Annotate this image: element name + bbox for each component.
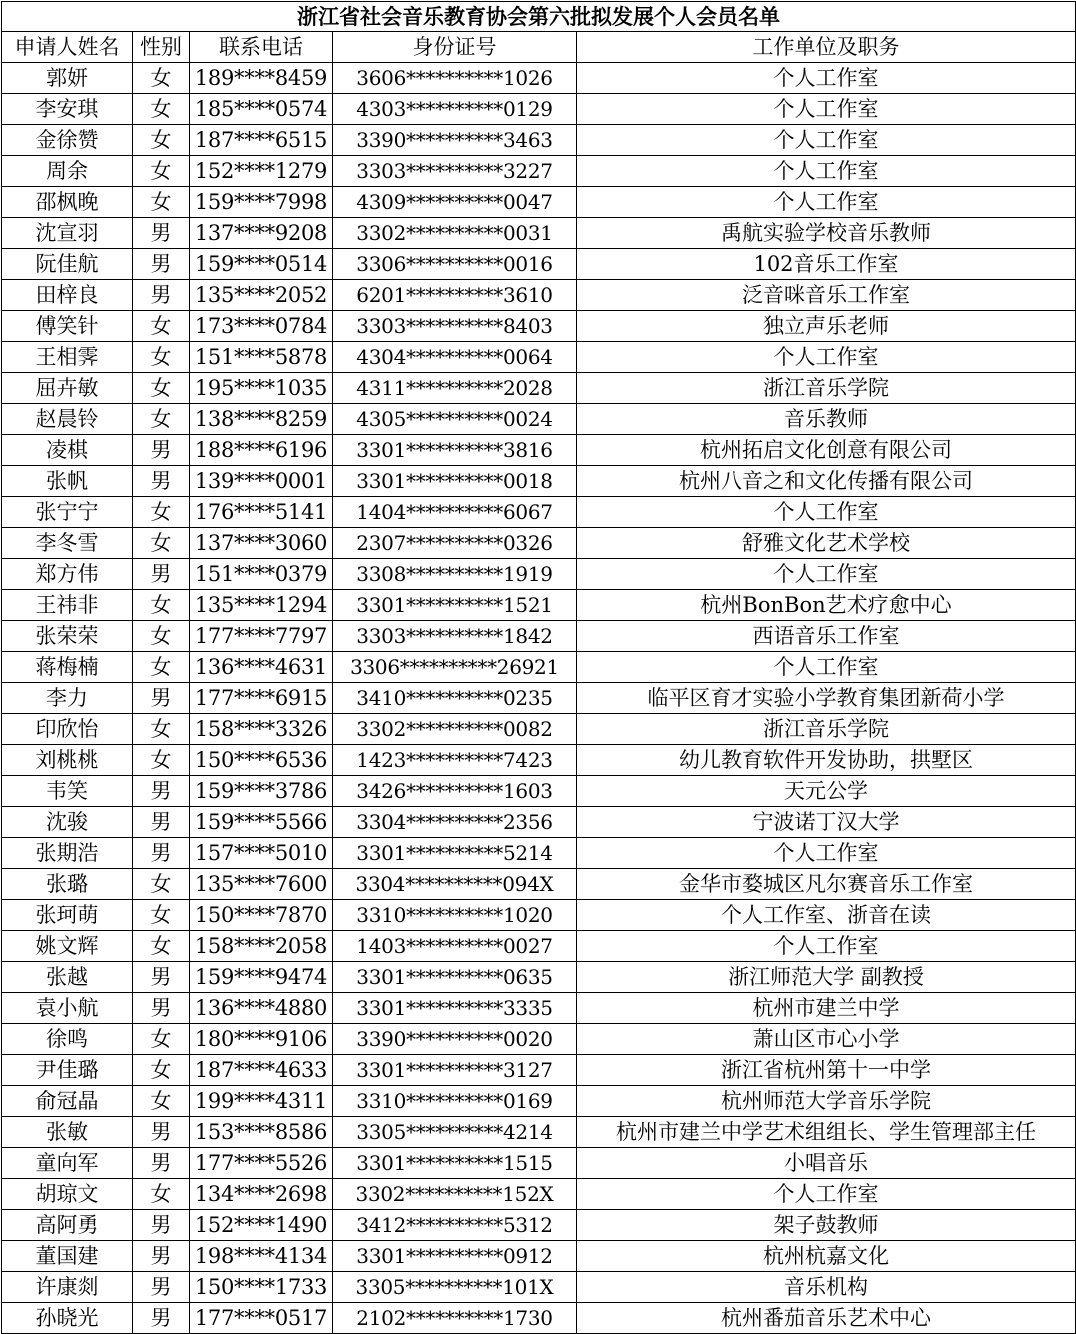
phone-cell: 139****0001 — [190, 466, 333, 497]
id-number-cell: 3310**********1020 — [333, 900, 577, 931]
organization-cell: 音乐教师 — [577, 404, 1076, 435]
table-row — [2, 714, 1076, 745]
phone-cell: 185****0574 — [190, 94, 333, 125]
name-cell: 高阿勇 — [2, 1210, 133, 1241]
organization-cell: 天元公学 — [577, 776, 1076, 807]
id-number-cell: 1423**********7423 — [333, 745, 577, 776]
gender-cell: 女 — [133, 652, 190, 683]
organization-cell: 个人工作室 — [577, 652, 1076, 683]
gender-cell: 女 — [133, 590, 190, 621]
gender-cell: 女 — [133, 1024, 190, 1055]
organization-cell: 个人工作室 — [577, 63, 1076, 94]
name-cell: 尹佳璐 — [2, 1055, 133, 1086]
phone-cell: 176****5141 — [190, 497, 333, 528]
id-number-cell: 3410**********0235 — [333, 683, 577, 714]
organization-cell: 杭州市建兰中学 — [577, 993, 1076, 1024]
phone-cell: 177****6915 — [190, 683, 333, 714]
id-number-cell: 3302**********0031 — [333, 218, 577, 249]
phone-cell: 188****6196 — [190, 435, 333, 466]
phone-cell: 159****0514 — [190, 249, 333, 280]
gender-cell: 男 — [133, 838, 190, 869]
organization-cell: 个人工作室 — [577, 125, 1076, 156]
organization-cell: 浙江音乐学院 — [577, 373, 1076, 404]
table-row — [2, 1272, 1076, 1303]
id-number-cell: 3303**********8403 — [333, 311, 577, 342]
phone-cell: 150****1733 — [190, 1272, 333, 1303]
id-number-cell: 3301**********1515 — [333, 1148, 577, 1179]
id-number-cell: 3390**********3463 — [333, 125, 577, 156]
table-row — [2, 962, 1076, 993]
organization-cell: 杭州市建兰中学艺术组组长、学生管理部主任 — [577, 1117, 1076, 1148]
organization-cell: 个人工作室、浙音在读 — [577, 900, 1076, 931]
organization-cell: 个人工作室 — [577, 94, 1076, 125]
organization-cell: 个人工作室 — [577, 1179, 1076, 1210]
table-row — [2, 342, 1076, 373]
table-row — [2, 807, 1076, 838]
id-number-cell: 3306**********26921 — [333, 652, 577, 683]
gender-cell: 男 — [133, 435, 190, 466]
phone-cell: 173****0784 — [190, 311, 333, 342]
id-number-cell: 3301**********0018 — [333, 466, 577, 497]
organization-cell: 杭州八音之和文化传播有限公司 — [577, 466, 1076, 497]
table-row — [2, 869, 1076, 900]
phone-cell: 180****9106 — [190, 1024, 333, 1055]
phone-cell: 138****8259 — [190, 404, 333, 435]
phone-cell: 195****1035 — [190, 373, 333, 404]
name-cell: 张宁宁 — [2, 497, 133, 528]
header-id-number: 身份证号 — [333, 32, 577, 63]
phone-cell: 135****1294 — [190, 590, 333, 621]
gender-cell: 男 — [133, 807, 190, 838]
phone-cell: 199****4311 — [190, 1086, 333, 1117]
id-number-cell: 3301**********3335 — [333, 993, 577, 1024]
table-row — [2, 1148, 1076, 1179]
gender-cell: 男 — [133, 1148, 190, 1179]
phone-cell: 158****3326 — [190, 714, 333, 745]
organization-cell: 个人工作室 — [577, 187, 1076, 218]
phone-cell: 136****4880 — [190, 993, 333, 1024]
phone-cell: 150****7870 — [190, 900, 333, 931]
table-row — [2, 63, 1076, 94]
phone-cell: 159****5566 — [190, 807, 333, 838]
id-number-cell: 3301**********3816 — [333, 435, 577, 466]
phone-cell: 152****1490 — [190, 1210, 333, 1241]
name-cell: 张敏 — [2, 1117, 133, 1148]
table-row — [2, 931, 1076, 962]
gender-cell: 女 — [133, 869, 190, 900]
phone-cell: 187****4633 — [190, 1055, 333, 1086]
table-row — [2, 683, 1076, 714]
table-row — [2, 1086, 1076, 1117]
header-organization: 工作单位及职务 — [577, 32, 1076, 63]
gender-cell: 男 — [133, 249, 190, 280]
phone-cell: 158****2058 — [190, 931, 333, 962]
phone-cell: 137****9208 — [190, 218, 333, 249]
gender-cell: 女 — [133, 1086, 190, 1117]
organization-cell: 102音乐工作室 — [577, 249, 1076, 280]
name-cell: 张越 — [2, 962, 133, 993]
table-row — [2, 187, 1076, 218]
organization-cell: 架子鼓教师 — [577, 1210, 1076, 1241]
organization-cell: 杭州BonBon艺术疗愈中心 — [577, 590, 1076, 621]
gender-cell: 女 — [133, 311, 190, 342]
id-number-cell: 3412**********5312 — [333, 1210, 577, 1241]
table-row — [2, 1055, 1076, 1086]
gender-cell: 女 — [133, 1055, 190, 1086]
phone-cell: 198****4134 — [190, 1241, 333, 1272]
id-number-cell: 4304**********0064 — [333, 342, 577, 373]
member-list-table — [1, 1, 1076, 1334]
name-cell: 印欣怡 — [2, 714, 133, 745]
phone-cell: 136****4631 — [190, 652, 333, 683]
phone-cell: 135****7600 — [190, 869, 333, 900]
organization-cell: 杭州番茄音乐艺术中心 — [577, 1303, 1076, 1334]
gender-cell: 男 — [133, 1241, 190, 1272]
organization-cell: 舒雅文化艺术学校 — [577, 528, 1076, 559]
table-row — [2, 125, 1076, 156]
name-cell: 李力 — [2, 683, 133, 714]
organization-cell: 禹航实验学校音乐教师 — [577, 218, 1076, 249]
name-cell: 郑方伟 — [2, 559, 133, 590]
name-cell: 凌棋 — [2, 435, 133, 466]
id-number-cell: 3306**********0016 — [333, 249, 577, 280]
name-cell: 周余 — [2, 156, 133, 187]
phone-cell: 137****3060 — [190, 528, 333, 559]
table-row — [2, 373, 1076, 404]
table-row — [2, 1303, 1076, 1334]
name-cell: 袁小航 — [2, 993, 133, 1024]
id-number-cell: 3303**********1842 — [333, 621, 577, 652]
table-row — [2, 621, 1076, 652]
id-number-cell: 3303**********3227 — [333, 156, 577, 187]
table-row — [2, 156, 1076, 187]
organization-cell: 个人工作室 — [577, 497, 1076, 528]
name-cell: 屈卉敏 — [2, 373, 133, 404]
gender-cell: 男 — [133, 993, 190, 1024]
table-row — [2, 497, 1076, 528]
organization-cell: 个人工作室 — [577, 838, 1076, 869]
table-row — [2, 776, 1076, 807]
name-cell: 张荣荣 — [2, 621, 133, 652]
name-cell: 韦笑 — [2, 776, 133, 807]
organization-cell: 杭州师范大学音乐学院 — [577, 1086, 1076, 1117]
gender-cell: 男 — [133, 1303, 190, 1334]
organization-cell: 独立声乐老师 — [577, 311, 1076, 342]
phone-cell: 157****5010 — [190, 838, 333, 869]
header-name: 申请人姓名 — [2, 32, 133, 63]
name-cell: 董国建 — [2, 1241, 133, 1272]
gender-cell: 男 — [133, 683, 190, 714]
phone-cell: 159****7998 — [190, 187, 333, 218]
name-cell: 沈宣羽 — [2, 218, 133, 249]
id-number-cell: 3426**********1603 — [333, 776, 577, 807]
id-number-cell: 3390**********0020 — [333, 1024, 577, 1055]
table-row — [2, 590, 1076, 621]
organization-cell: 个人工作室 — [577, 342, 1076, 373]
id-number-cell: 3304**********094X — [333, 869, 577, 900]
gender-cell: 男 — [133, 962, 190, 993]
phone-cell: 151****5878 — [190, 342, 333, 373]
name-cell: 金徐赞 — [2, 125, 133, 156]
table-row — [2, 404, 1076, 435]
gender-cell: 男 — [133, 280, 190, 311]
id-number-cell: 3301**********1521 — [333, 590, 577, 621]
table-row — [2, 1024, 1076, 1055]
gender-cell: 女 — [133, 125, 190, 156]
id-number-cell: 1403**********0027 — [333, 931, 577, 962]
name-cell: 胡琼文 — [2, 1179, 133, 1210]
phone-cell: 189****8459 — [190, 63, 333, 94]
table-row — [2, 745, 1076, 776]
table-row — [2, 559, 1076, 590]
id-number-cell: 3301**********0912 — [333, 1241, 577, 1272]
phone-cell: 159****3786 — [190, 776, 333, 807]
table-row — [2, 900, 1076, 931]
gender-cell: 女 — [133, 621, 190, 652]
organization-cell: 临平区育才实验小学教育集团新荷小学 — [577, 683, 1076, 714]
header-row — [2, 32, 1076, 63]
gender-cell: 女 — [133, 931, 190, 962]
name-cell: 刘桃桃 — [2, 745, 133, 776]
table-row — [2, 94, 1076, 125]
id-number-cell: 3301**********3127 — [333, 1055, 577, 1086]
organization-cell: 浙江音乐学院 — [577, 714, 1076, 745]
gender-cell: 女 — [133, 528, 190, 559]
table-row — [2, 838, 1076, 869]
name-cell: 姚文辉 — [2, 931, 133, 962]
gender-cell: 男 — [133, 466, 190, 497]
name-cell: 沈骏 — [2, 807, 133, 838]
gender-cell: 女 — [133, 497, 190, 528]
organization-cell: 金华市婺城区凡尔赛音乐工作室 — [577, 869, 1076, 900]
organization-cell: 杭州杭嘉文化 — [577, 1241, 1076, 1272]
gender-cell: 男 — [133, 559, 190, 590]
table-row — [2, 435, 1076, 466]
gender-cell: 男 — [133, 1272, 190, 1303]
organization-cell: 个人工作室 — [577, 559, 1076, 590]
organization-cell: 个人工作室 — [577, 156, 1076, 187]
gender-cell: 女 — [133, 63, 190, 94]
gender-cell: 男 — [133, 1117, 190, 1148]
gender-cell: 男 — [133, 218, 190, 249]
name-cell: 徐鸣 — [2, 1024, 133, 1055]
id-number-cell: 1404**********6067 — [333, 497, 577, 528]
organization-cell: 个人工作室 — [577, 931, 1076, 962]
organization-cell: 泛音咪音乐工作室 — [577, 280, 1076, 311]
organization-cell: 浙江师范大学 副教授 — [577, 962, 1076, 993]
name-cell: 李冬雪 — [2, 528, 133, 559]
id-number-cell: 3302**********152X — [333, 1179, 577, 1210]
id-number-cell: 2307**********0326 — [333, 528, 577, 559]
organization-cell: 杭州拓启文化创意有限公司 — [577, 435, 1076, 466]
name-cell: 王相霁 — [2, 342, 133, 373]
gender-cell: 女 — [133, 187, 190, 218]
id-number-cell: 3301**********0635 — [333, 962, 577, 993]
phone-cell: 150****6536 — [190, 745, 333, 776]
phone-cell: 177****7797 — [190, 621, 333, 652]
id-number-cell: 4303**********0129 — [333, 94, 577, 125]
name-cell: 孙晓光 — [2, 1303, 133, 1334]
phone-cell: 135****2052 — [190, 280, 333, 311]
name-cell: 阮佳航 — [2, 249, 133, 280]
table-row — [2, 280, 1076, 311]
gender-cell: 女 — [133, 373, 190, 404]
name-cell: 郭妍 — [2, 63, 133, 94]
id-number-cell: 3606**********1026 — [333, 63, 577, 94]
name-cell: 俞冠晶 — [2, 1086, 133, 1117]
gender-cell: 女 — [133, 342, 190, 373]
name-cell: 李安琪 — [2, 94, 133, 125]
table-row — [2, 1241, 1076, 1272]
gender-cell: 女 — [133, 1179, 190, 1210]
table-row — [2, 1210, 1076, 1241]
id-number-cell: 4305**********0024 — [333, 404, 577, 435]
phone-cell: 159****9474 — [190, 962, 333, 993]
name-cell: 邵枫晚 — [2, 187, 133, 218]
table-title: 浙江省社会音乐教育协会第六批拟发展个人会员名单 — [2, 2, 1076, 32]
id-number-cell: 3310**********0169 — [333, 1086, 577, 1117]
id-number-cell: 6201**********3610 — [333, 280, 577, 311]
organization-cell: 小唱音乐 — [577, 1148, 1076, 1179]
phone-cell: 153****8586 — [190, 1117, 333, 1148]
table-body — [2, 63, 1076, 1334]
gender-cell: 女 — [133, 156, 190, 187]
gender-cell: 女 — [133, 94, 190, 125]
title-row — [2, 2, 1076, 32]
name-cell: 张璐 — [2, 869, 133, 900]
id-number-cell: 4311**********2028 — [333, 373, 577, 404]
table-row — [2, 652, 1076, 683]
phone-cell: 134****2698 — [190, 1179, 333, 1210]
table-row — [2, 1179, 1076, 1210]
id-number-cell: 4309**********0047 — [333, 187, 577, 218]
gender-cell: 女 — [133, 900, 190, 931]
organization-cell: 音乐机构 — [577, 1272, 1076, 1303]
phone-cell: 151****0379 — [190, 559, 333, 590]
name-cell: 王祎非 — [2, 590, 133, 621]
organization-cell: 西语音乐工作室 — [577, 621, 1076, 652]
table-row — [2, 466, 1076, 497]
gender-cell: 女 — [133, 745, 190, 776]
id-number-cell: 3302**********0082 — [333, 714, 577, 745]
name-cell: 童向军 — [2, 1148, 133, 1179]
phone-cell: 177****5526 — [190, 1148, 333, 1179]
id-number-cell: 3304**********2356 — [333, 807, 577, 838]
gender-cell: 男 — [133, 776, 190, 807]
id-number-cell: 3305**********4214 — [333, 1117, 577, 1148]
gender-cell: 女 — [133, 714, 190, 745]
name-cell: 张帆 — [2, 466, 133, 497]
table-row — [2, 311, 1076, 342]
name-cell: 田梓良 — [2, 280, 133, 311]
name-cell: 蒋梅楠 — [2, 652, 133, 683]
organization-cell: 幼儿教育软件开发协助，拱墅区 — [577, 745, 1076, 776]
table-row — [2, 528, 1076, 559]
organization-cell: 萧山区市心小学 — [577, 1024, 1076, 1055]
phone-cell: 187****6515 — [190, 125, 333, 156]
table-row — [2, 218, 1076, 249]
name-cell: 张珂萌 — [2, 900, 133, 931]
name-cell: 许康剡 — [2, 1272, 133, 1303]
id-number-cell: 3308**********1919 — [333, 559, 577, 590]
table-row — [2, 1117, 1076, 1148]
gender-cell: 男 — [133, 1210, 190, 1241]
id-number-cell: 2102**********1730 — [333, 1303, 577, 1334]
name-cell: 傅笑针 — [2, 311, 133, 342]
table-row — [2, 249, 1076, 280]
id-number-cell: 3301**********5214 — [333, 838, 577, 869]
organization-cell: 浙江省杭州第十一中学 — [577, 1055, 1076, 1086]
table-row — [2, 993, 1076, 1024]
name-cell: 张期浩 — [2, 838, 133, 869]
header-phone: 联系电话 — [190, 32, 333, 63]
gender-cell: 女 — [133, 404, 190, 435]
id-number-cell: 3305**********101X — [333, 1272, 577, 1303]
organization-cell: 宁波诺丁汉大学 — [577, 807, 1076, 838]
name-cell: 赵晨铃 — [2, 404, 133, 435]
phone-cell: 152****1279 — [190, 156, 333, 187]
header-gender: 性别 — [133, 32, 190, 63]
phone-cell: 177****0517 — [190, 1303, 333, 1334]
